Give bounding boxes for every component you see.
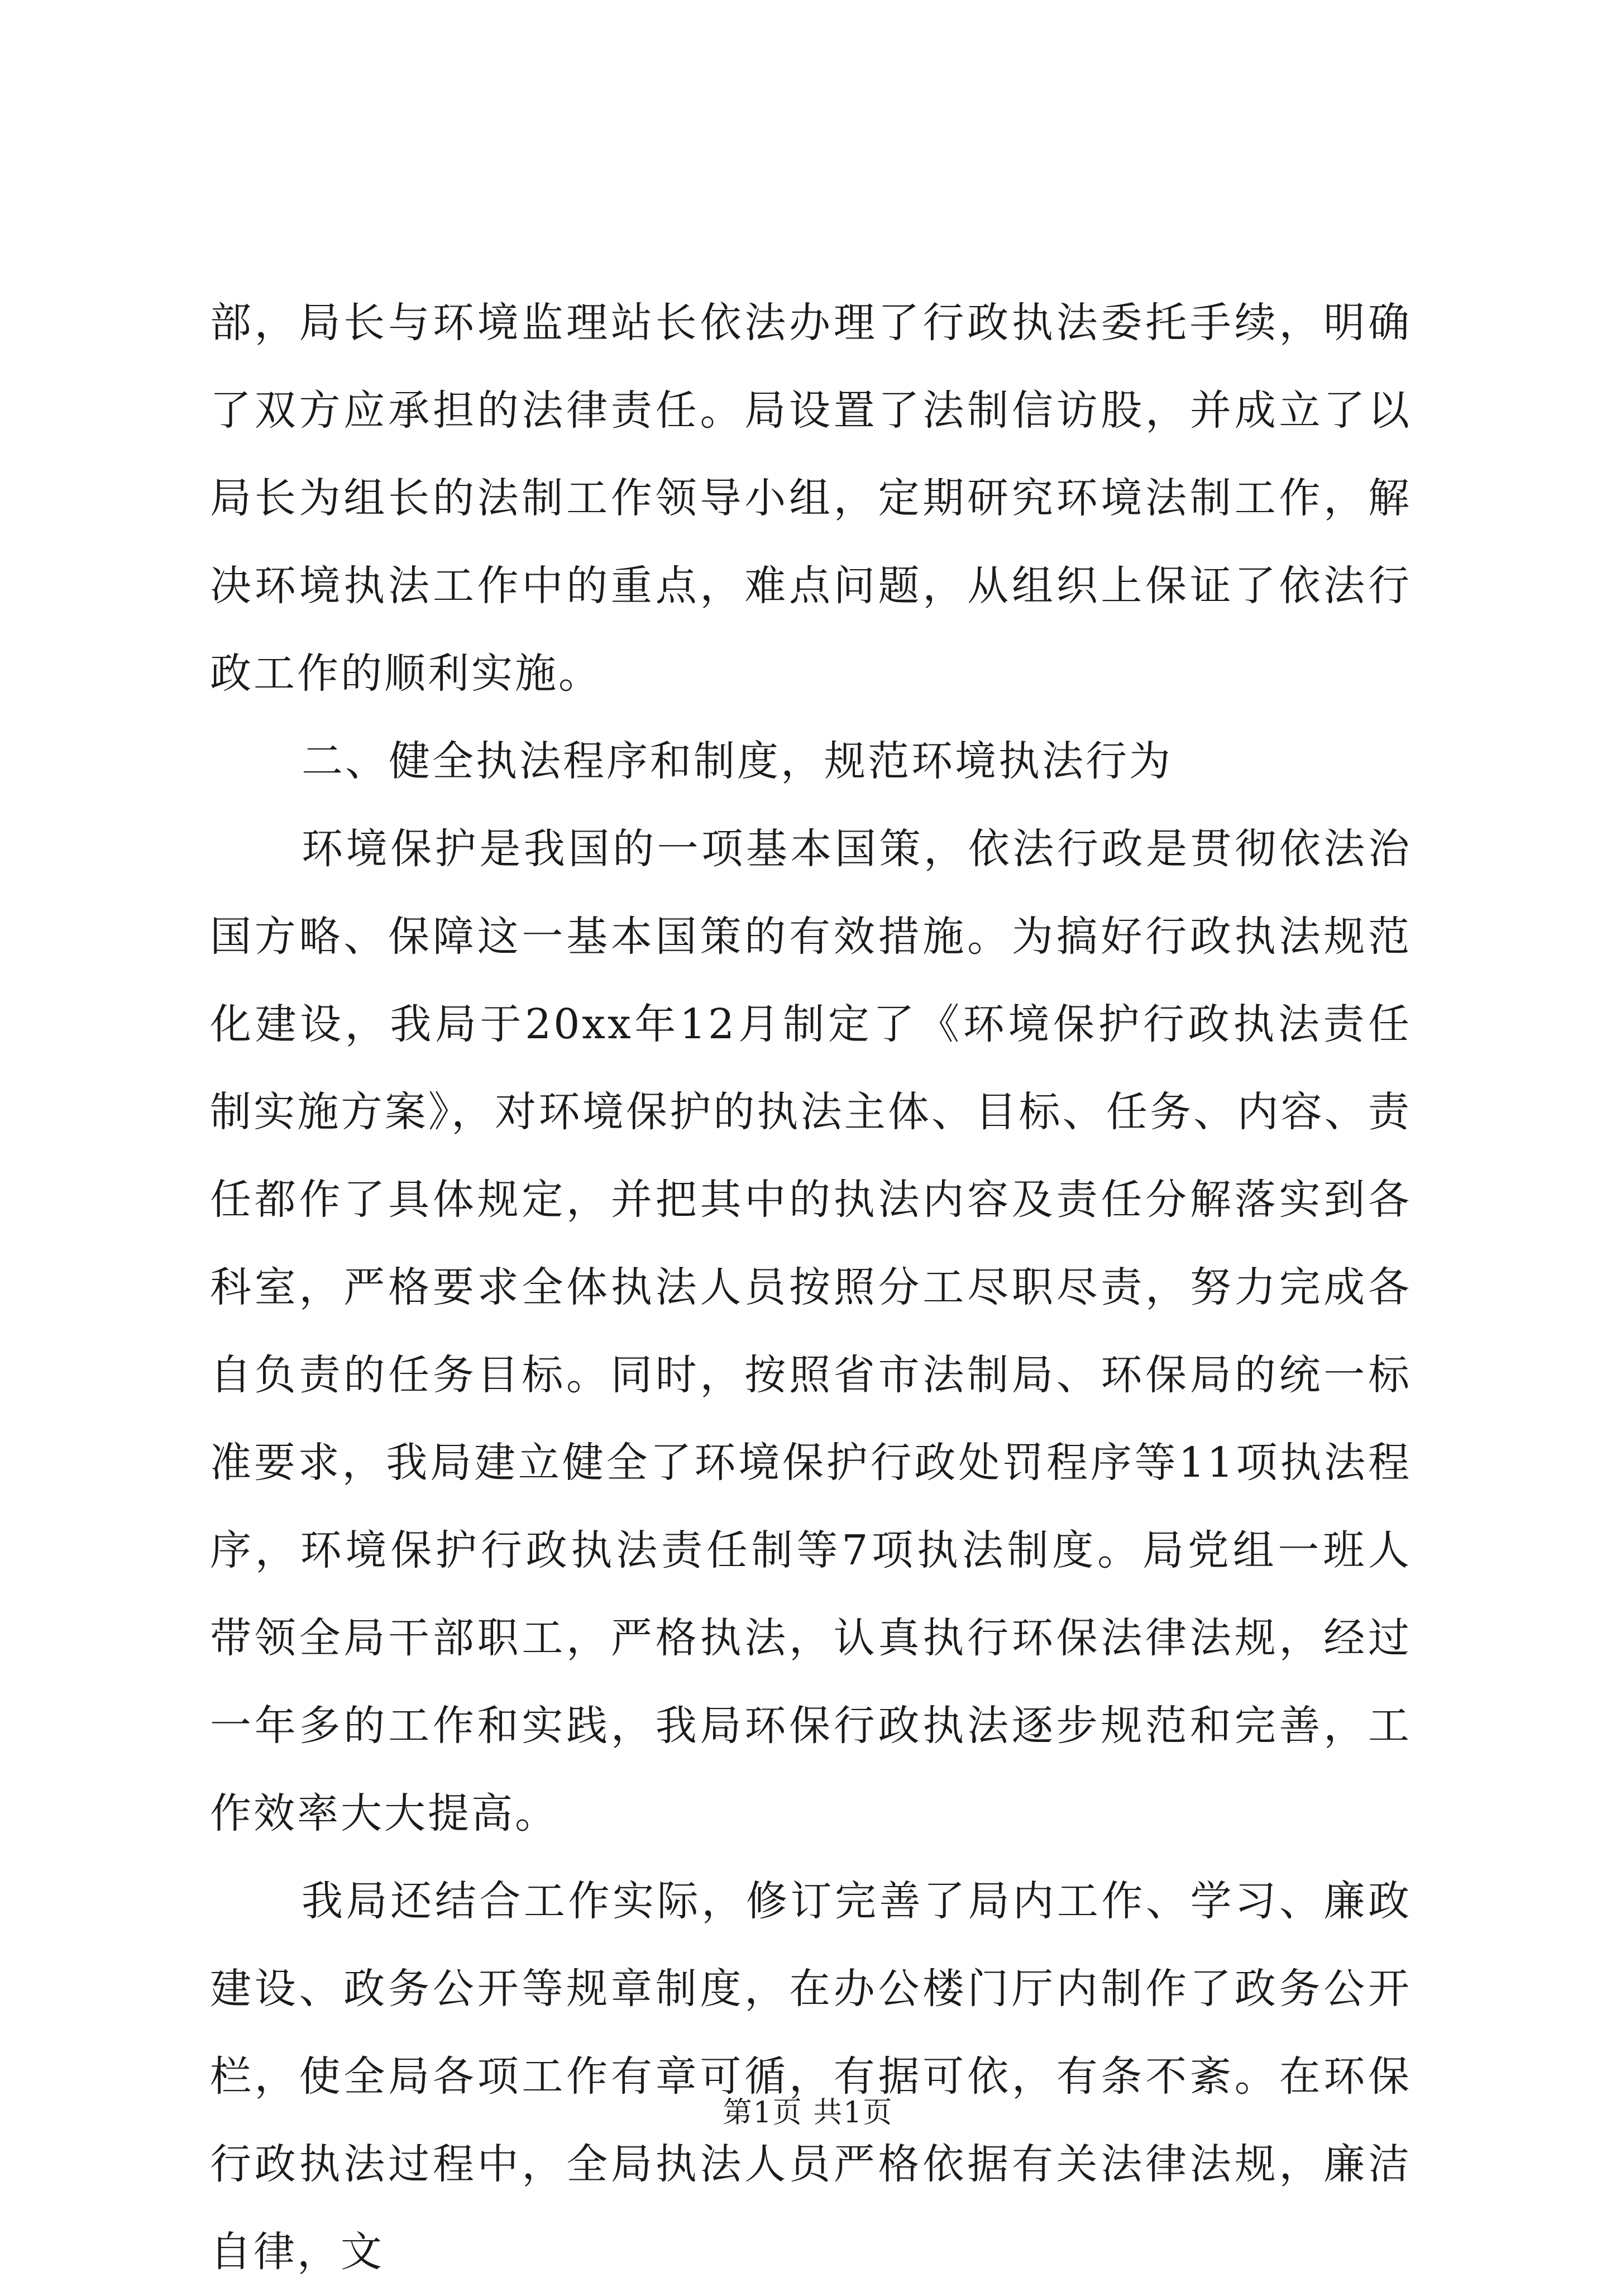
paragraph-enforcement-procedures: 环境保护是我国的一项基本国策，依法行政是贯彻依法治国方略、保障这一基本国策的有效措施。为搞好行政执法规范化建设，我局于20xx年12月制定了《环境保护行政执法责任制实施方案》，对环境保护的执法主体、目标、任务、内容、责任都作了具体规定，并把其中的执法内容及责任分解落实到各科室，严格要求全体执法人员按照分工尽职尽责，努力完成各自负责的任务目标。同时，按照省市法制局、环保局的统一标准要求，我局建立健全了环境保护行政处罚程序等11项执法程序，环境保护行政执法责任制等7项执法制度。局党组一班人带领全局干部职工，严格执法，认真执行环保法律法规，经过一年多的工作和实践，我局环保行政执法逐步规范和完善，工作效率大大提高。 xyxy=(210,825,1412,1837)
section-heading: 二、健全执法程序和制度，规范环境执法行为 xyxy=(302,737,1173,785)
paragraph-regulations: 我局还结合工作实际，修订完善了局内工作、学习、廉政建设、政务公开等规章制度，在办公楼门厅内制作了政务公开栏，使全局各项工作有章可循，有据可依，有条不紊。在环保行政执法过程中，全局执法人员严格依据有关法律法规，廉洁自律，文 xyxy=(210,1877,1412,2276)
document-body xyxy=(210,279,1412,2296)
page-number-label: 第1页 共1页 xyxy=(723,2096,893,2130)
page-footer xyxy=(0,2089,1616,2131)
paragraph-continuation: 部，局长与环境监理站长依法办理了行政执法委托手续，明确了双方应承担的法律责任。局设置了法制信访股，并成立了以局长为组长的法制工作领导小组，定期研究环境法制工作，解决环境执法工作中的重点，难点问题，从组织上保证了依法行政工作的顺利实施。 xyxy=(210,299,1412,698)
